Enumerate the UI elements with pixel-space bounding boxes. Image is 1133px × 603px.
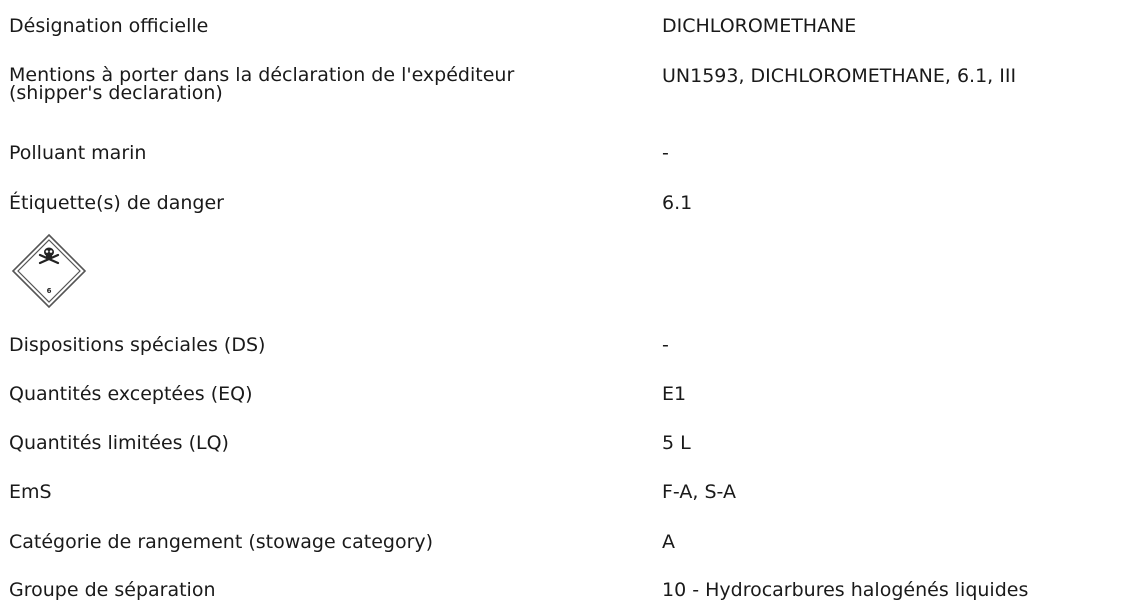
row-value: DICHLOROMETHANE [662,15,857,37]
row-label: Étiquette(s) de danger [9,192,224,214]
row-value: E1 [662,383,687,405]
row-label: Quantités limitées (LQ) [9,432,229,454]
row-value: A [662,531,675,553]
row-value: 10 - Hydrocarbures halogénés liquides [662,579,1029,601]
row-label: Polluant marin [9,142,147,164]
row-value: 5 L [662,432,691,454]
row-value: - [662,334,669,356]
row-value: UN1593, DICHLOROMETHANE, 6.1, III [662,65,1017,87]
row-value: - [662,142,669,164]
row-label: Désignation officielle [9,15,209,37]
row-label: EmS [9,481,52,503]
row-label: Catégorie de rangement (stowage category) [9,531,434,553]
skull-crossbones-diamond-icon [11,233,87,309]
row-label: Groupe de séparation [9,579,216,601]
row-label: Dispositions spéciales (DS) [9,334,266,356]
hazard-class-number: 6 [46,287,52,295]
row-value: 6.1 [662,192,693,214]
row-label: Quantités exceptées (EQ) [9,383,253,405]
row-label: Mentions à porter dans la déclaration de l'expéditeur (shipper's declaration) [9,64,515,104]
row-value: F-A, S-A [662,481,736,503]
